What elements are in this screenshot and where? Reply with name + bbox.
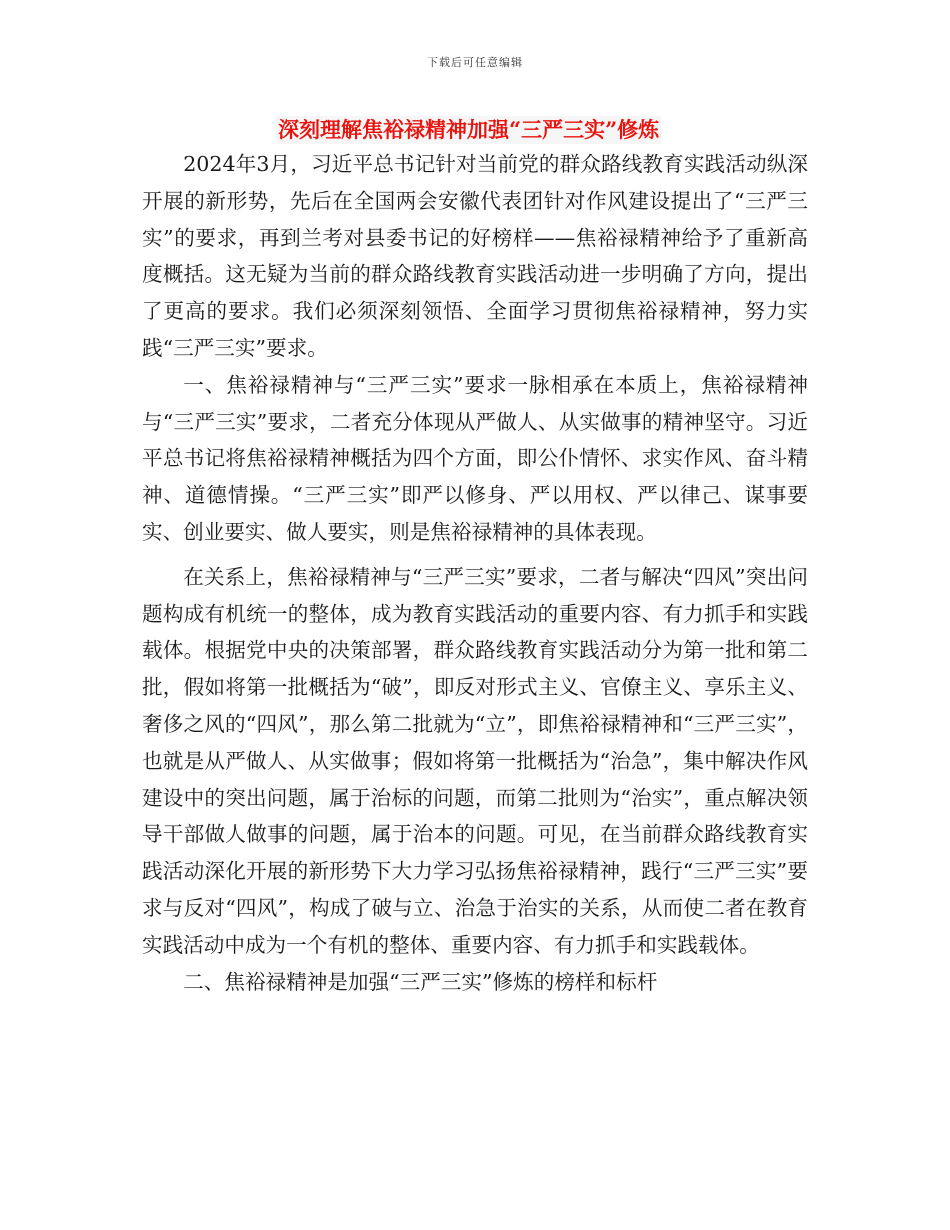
paragraph-section-one: 一、焦裕禄精神与“三严三实”要求一脉相承在本质上，焦裕禄精神与“三严三实”要求，二者充分体现从严做人、从实做事的精神坚守。习近平总书记将焦裕禄精神概括为四个方面，即公仆情怀、求实作风、奋斗精神、道德情操。“三严三实”即严以修身、严以用权、严以律己、谋事要实、创业要实、做人要实，则是焦裕禄精神的具体表现。: [142, 372, 808, 544]
document-title: 深刻理解焦裕禄精神加强“三严三实”修炼: [278, 117, 660, 142]
paragraph-intro: 2024年3月，习近平总书记针对当前党的群众路线教育实践活动纵深开展的新形势，先后在全国两会安徽代表团针对作风建设提出了“三严三实”的要求，再到兰考对县委书记的好榜样——焦裕禄精神给予了重新高度概括。这无疑为当前的群众路线教育实践活动进一步明确了方向，提出了更高的要求。我们必须深刻领悟、全面学习贯彻焦裕禄精神，努力实践“三严三实”要求。: [142, 152, 808, 360]
header-note: 下载后可任意编辑: [427, 56, 523, 69]
paragraph-section-two-heading: 二、焦裕禄精神是加强“三严三实”修炼的榜样和标杆: [183, 969, 658, 994]
paragraph-relationship: 在关系上，焦裕禄精神与“三严三实”要求，二者与解决“四风”突出问题构成有机统一的整体，成为教育实践活动的重要内容、有力抓手和实践载体。根据党中央的决策部署，群众路线教育实践活动分为第一批和第二批，假如将第一批概括为“破”，即反对形式主义、官僚主义、享乐主义、奢侈之风的“四风”，那么第二批就为“立”，即焦裕禄精神和“三严三实”，也就是从严做人、从实做事；假如将第一批概括为“治急”，集中解决作风建设中的突出问题，属于治标的问题，而第二批则为“治实”，重点解决领导干部做人做事的问题，属于治本的问题。可见，在当前群众路线教育实践活动深化开展的新形势下大力学习弘扬焦裕禄精神，践行“三严三实”要求与反对“四风”，构成了破与立、治急于治实的关系，从而使二者在教育实践活动中成为一个有机的整体、重要内容、有力抓手和实践载体。: [142, 564, 808, 957]
document-body: [142, 146, 808, 1000]
